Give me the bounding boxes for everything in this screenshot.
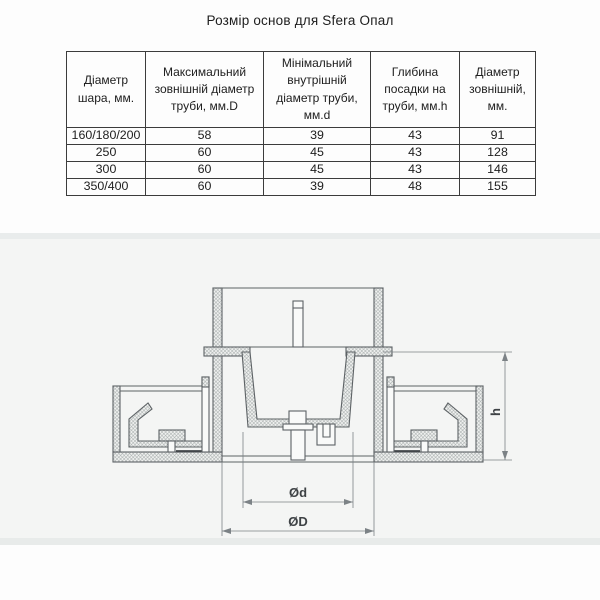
- table-row: [67, 145, 536, 162]
- table-cell: 43: [371, 162, 460, 179]
- table-cell: 39: [264, 179, 371, 196]
- table-cell: 45: [264, 145, 371, 162]
- clip-bracket-drawing: [317, 424, 335, 445]
- dimensions-table: [66, 51, 536, 196]
- table-cell: 43: [371, 145, 460, 162]
- dimension-label-D: ØD: [288, 514, 308, 529]
- table-cell: 91: [460, 128, 536, 145]
- table-cell: 58: [146, 128, 264, 145]
- central-socket-drawing: [204, 288, 392, 460]
- technical-drawing-svg: [0, 233, 600, 545]
- table-cell: 48: [371, 179, 460, 196]
- column-header-ball-diameter: Діаметр шара, мм.: [67, 52, 146, 128]
- table-cell: 160/180/200: [67, 128, 146, 145]
- page-title: Розмір основ для Sfera Опал: [206, 13, 394, 28]
- column-header-max-outer-diameter: Максимальний зовнішній діаметр труби, мм.D: [146, 52, 264, 128]
- table-row: [67, 128, 536, 145]
- table-cell: 250: [67, 145, 146, 162]
- table-cell: 45: [264, 162, 371, 179]
- table-cell: 350/400: [67, 179, 146, 196]
- table-cell: 60: [146, 162, 264, 179]
- table-cell: 128: [460, 145, 536, 162]
- table-header-row: [67, 52, 536, 128]
- dimension-label-h: h: [488, 408, 503, 416]
- table-cell: 60: [146, 179, 264, 196]
- diagram-photo: [0, 233, 600, 545]
- table-cell: 155: [460, 179, 536, 196]
- stem-drawing: [291, 430, 305, 460]
- table-cell: 43: [371, 128, 460, 145]
- table-cell: 39: [264, 128, 371, 145]
- dimension-lines: [222, 352, 512, 536]
- table-cell: 146: [460, 162, 536, 179]
- column-header-seat-depth: Глибина посадки на труби, мм.h: [371, 52, 460, 128]
- column-header-outer-diameter: Діаметр зовнішній, мм.: [460, 52, 536, 128]
- column-header-min-inner-diameter: Мінімальний внутрішній діаметр труби, мм.d: [264, 52, 371, 128]
- left-cup-drawing: [113, 377, 209, 452]
- table-row: [67, 179, 536, 196]
- table-cell: 60: [146, 145, 264, 162]
- table-row: [67, 162, 536, 179]
- table-cell: 300: [67, 162, 146, 179]
- dimension-label-d: Ød: [288, 485, 308, 500]
- right-cup-drawing: [387, 377, 483, 452]
